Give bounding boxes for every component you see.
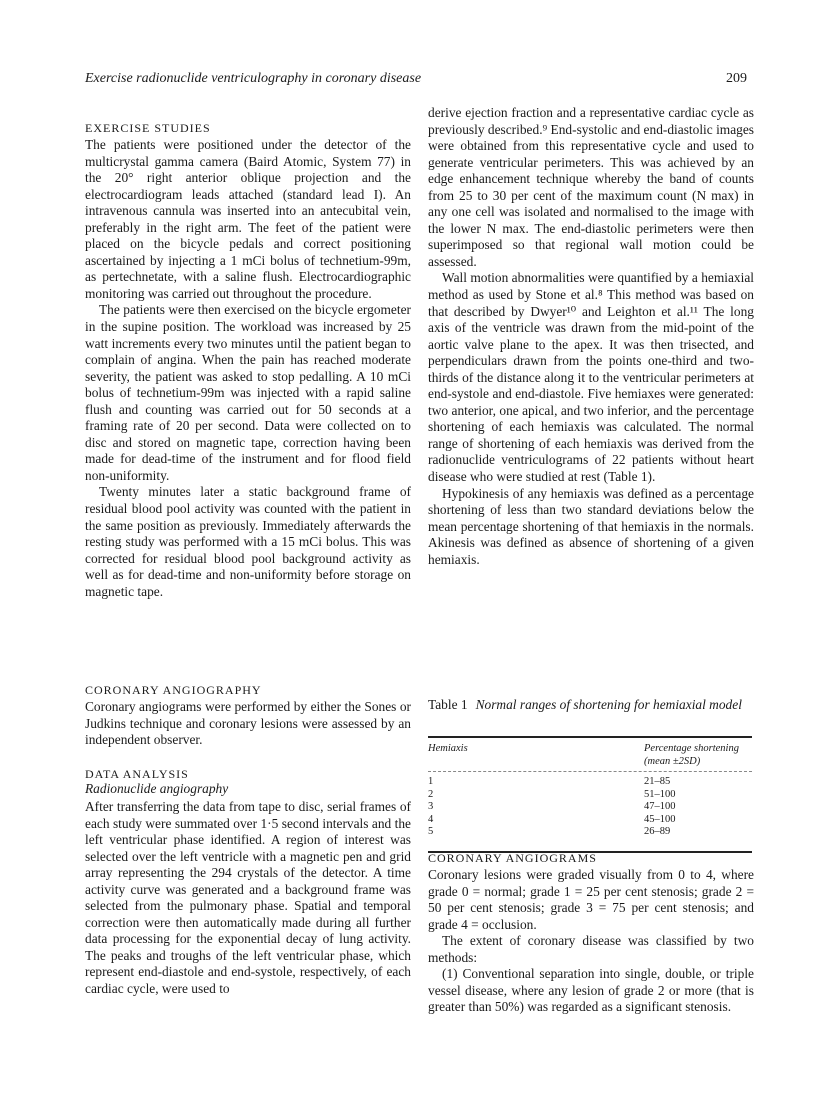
exercise-studies-text <box>85 137 411 600</box>
table-header <box>428 738 752 768</box>
header-line: Percentage shortening <box>644 743 739 754</box>
header-percentage <box>644 743 739 768</box>
paragraph: The patients were positioned under the detector of the multicrystal gamma camera (Baird Atomic, System 77) in the 20° right anterior oblique projection and the electrocardiogram leads attached (standard lead I). An intravenous cannula was inserted into an antecubital vein, preferably in the right arm. The feet of the patient were placed on the bicycle pedals and correct positioning ascertained by injecting a 1 mCi bolus of technetium-99m, as pertechnetate, with a saline flush. Electrocardiographic monitoring was carried out throughout the procedure. <box>85 137 411 301</box>
cell-range: 51–100 <box>644 788 676 800</box>
table-row <box>428 789 752 802</box>
paragraph: Hypokinesis of any hemiaxis was defined as a percentage shortening of less than two standard deviations below the mean percentage shortening of that hemiaxis in the normals. Akinesis was defined as absence of shortening of a given hemiaxis. <box>428 485 754 567</box>
subheading-radionuclide-angiography: Radionuclide angiography <box>85 781 229 796</box>
section-heading-data-analysis: DATA ANALYSIS <box>85 767 189 781</box>
cell-range: 26–89 <box>644 826 671 837</box>
paragraph: Twenty minutes later a static background frame of residual blood pool activity was counted with the patient in the same position as previously. Immediately afterwards the resting study was performed with a 15 mCi bolus. This was corrected for residual blood pool background activity as well as for dead-time and non-uniformity before storage on magnetic tape. <box>85 484 411 599</box>
cell-hemiaxis: 5 <box>428 826 434 837</box>
cell-range: 47–100 <box>644 801 676 812</box>
section-heading-coronary-angiograms: CORONARY ANGIOGRAMS <box>428 851 597 865</box>
cell-hemiaxis: 2 <box>428 788 434 800</box>
data-analysis-text <box>85 799 411 998</box>
section-heading-exercise-studies: EXERCISE STUDIES <box>85 121 211 135</box>
table-row <box>428 814 752 827</box>
paragraph: derive ejection fraction and a representative cardiac cycle as previously described.⁹ End-systolic and end-diastolic images were obtained from this representative cycle and used to generate ventricular perimeters. This was achieved by an edge enhancement technique whereby the band of counts from 25 to 30 per cent of the maximum count (N max) in any one cell was isolated and normalised to the image with the lower N max. The end-diastolic perimeters were then superimposed so that regional wall motion could be assessed. <box>428 105 754 269</box>
header-hemiaxis: Hemiaxis <box>428 743 468 754</box>
coronary-angiography-text <box>85 699 411 749</box>
paragraph: The extent of coronary disease was classified by two methods: <box>428 933 754 965</box>
table-row <box>428 776 752 789</box>
table-caption <box>428 697 748 713</box>
paragraph: Wall motion abnormalities were quantified by a hemiaxial method as used by Stone et al.⁸ This method was based on that described by Dwyer¹⁰ and Leighton et al.¹¹ The long axis of the ventricle was drawn from the mid-point of the aortic valve plane to the apex. It was then trisected, and perpendiculars drawn from the points one-third and two-thirds of the distance along it to the ventricular perimeters at end-systole and end-diastole. Five hemiaxes were generated: two anterior, one apical, and two inferior, and the percentage shortening of each hemiaxis was calculated. The normal range of shortening of each hemiaxis was derived from the radionuclide ventriculograms of 22 patients without heart disease who were studied at rest (Table 1). <box>428 270 754 485</box>
table-normal-ranges <box>428 736 752 853</box>
page-number: 209 <box>726 71 747 86</box>
right-column-text <box>428 105 754 568</box>
section-heading-coronary-angiography: CORONARY ANGIOGRAPHY <box>85 683 262 697</box>
cell-hemiaxis: 1 <box>428 776 434 787</box>
table-label: Table 1 <box>428 697 468 712</box>
cell-hemiaxis: 4 <box>428 813 434 825</box>
header-line: (mean ±2SD) <box>644 755 701 767</box>
running-title: Exercise radionuclide ventriculography in coronary disease <box>85 71 422 86</box>
coronary-angiograms-text <box>428 867 754 1016</box>
paragraph: Coronary angiograms were performed by either the Sones or Judkins technique and coronary lesions were assessed by an independent observer. <box>85 699 411 748</box>
table-row <box>428 826 752 839</box>
cell-range: 45–100 <box>644 813 676 825</box>
paragraph: The patients were then exercised on the bicycle ergometer in the supine position. The workload was increased by 25 watt increments every two minutes until the patient began to complain of angina. When the pain has reached moderate severity, the patient was asked to stop pedalling. A 10 mCi bolus of technetium-99m was injected with a rapid saline flush and counting was carried out for 50 seconds at a framing rate of 20 per second. Data were collected on to disc and stored on magnetic tape, correction having been made for dead-time of the instrument and for flood field non-uniformity. <box>85 302 411 483</box>
cell-range: 21–85 <box>644 776 671 787</box>
paragraph: After transferring the data from tape to disc, serial frames of each study were summated over 1·5 second intervals and the left ventricular phase identified. A region of interest was selected over the left ventricle with a magnetic pen and grid array representing the 294 crystals of the detector. A time activity curve was generated and a background frame was selected from the pulmonary phase. Spatial and temporal correction were then automatically made during all further data processing for the exponential decay of lung activity. The peaks and troughs of the left ventricular phase, which represent end-diastole and end-systole, respectively, of each cardiac cycle, were used to <box>85 799 411 997</box>
paragraph: Coronary lesions were graded visually from 0 to 4, where grade 0 = normal; grade 1 = 25 per cent stenosis; grade 2 = 50 per cent stenosis; grade 3 = 75 per cent stenosis; and grade 4 = occlusion. <box>428 867 754 932</box>
paragraph: (1) Conventional separation into single, double, or triple vessel disease, where any lesion of grade 2 or more (that is greater than 50%) was regarded as a significant stenosis. <box>428 966 754 1015</box>
table-row <box>428 801 752 814</box>
table-title: Normal ranges of shortening for hemiaxial model <box>475 697 742 712</box>
table-header-rule <box>428 771 752 772</box>
cell-hemiaxis: 3 <box>428 801 434 812</box>
